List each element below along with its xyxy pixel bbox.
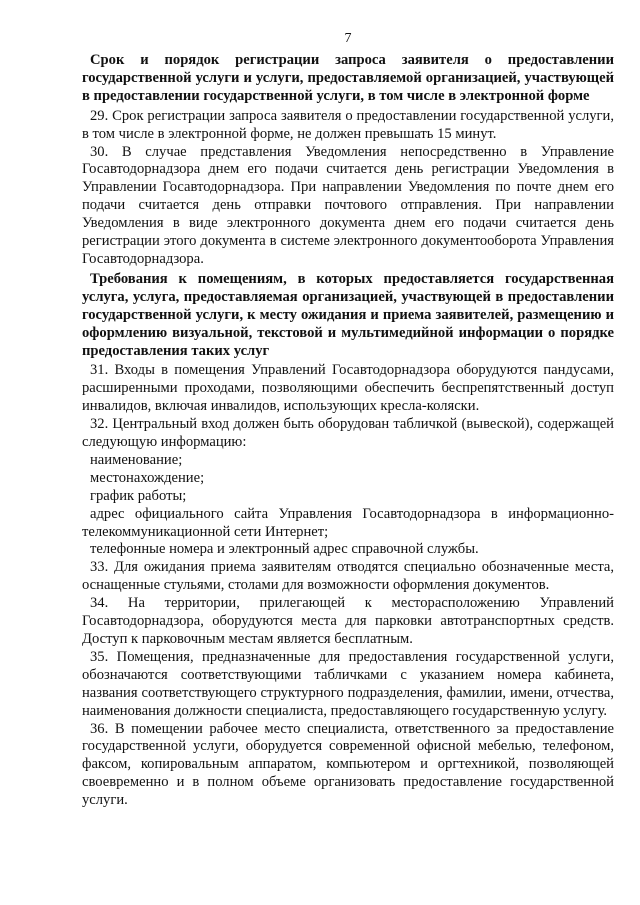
paragraph-36: 36. В помещении рабочее место специалиста, ответственного за предоставление государственной услуги, оборудуется современной офисной мебелью, телефоном, факсом, копировальным аппаратом, компьютером и оргтехникой, позволяющей своевременно и в полном объеме организовать предоставление государственной услуги.: [82, 720, 614, 809]
list-item-schedule: график работы;: [90, 487, 187, 504]
section-heading-premises: Требования к помещениям, в которых предоставляется государственная услуга, услуга, предоставляемая организацией, участвующей в предоставлении государственной услуги, к месту ожидания и приема заявителей, размещению и оформлению визуальной, текстовой и мультимедийной информации о порядке предоставления таких услуг: [82, 270, 614, 359]
paragraph-32: 32. Центральный вход должен быть оборудован табличкой (вывеской), содержащей следующую информацию:: [82, 416, 614, 451]
paragraph-35: 35. Помещения, предназначенные для предоставления государственной услуги, обозначаются соответствующими табличками с указанием номера кабинета, названия соответствующего структурного подразделения, фамилии, имени, отчества, наименования должности специалиста, предоставляющего государственную услугу.: [82, 648, 614, 719]
paragraph-34: 34. На территории, прилегающей к месторасположению Управлений Госавтодорнадзора, оборудуются места для парковки автотранспортных средств. Доступ к парковочным местам является бесплатным.: [82, 595, 614, 647]
paragraph-31: 31. Входы в помещения Управлений Госавтодорнадзора оборудуются пандусами, расширенными проходами, позволяющими обеспечить беспрепятственный доступ инвалидов, включая инвалидов, использующих кресла-коляски.: [82, 362, 614, 415]
paragraph-29: 29. Срок регистрации запроса заявителя о предоставлении государственной услуги, в том числе в электронной форме, не должен превышать 15 минут.: [82, 107, 614, 142]
paragraph-30: 30. В случае представления Уведомления непосредственно в Управление Госавтодорнадзора днем его подачи считается день регистрации Уведомления в Управлении Госавтодорнадзора. При направлении Уведомления по почте днем его подачи считается день отправки почтового отправления. При направлении Уведомления в виде электронного документа днем его подачи считается день регистрации этого документа в системе электронного документооборота Управления Госавтодорнадзора.: [82, 143, 614, 267]
section-heading-registration: Срок и порядок регистрации запроса заявителя о предоставлении государственной услуги и услуги, предоставляемой организацией, участвующей в предоставлении государственной услуги, в том числе в электронной форме: [82, 52, 614, 104]
list-item-website: адрес официального сайта Управления Госавтодорнадзора в информационно-телекоммуникационной сети Интернет;: [82, 505, 614, 540]
list-item-location: местонахождение;: [90, 469, 205, 486]
page-number: 7: [344, 31, 352, 46]
list-item-name: наименование;: [90, 451, 183, 468]
paragraph-33: 33. Для ожидания приема заявителям отводятся специально обозначенные места, оснащенные стульями, столами для возможности оформления документов.: [82, 559, 614, 594]
list-item-phones: телефонные номера и электронный адрес справочной службы.: [90, 541, 479, 558]
document-page: [82, 30, 614, 810]
